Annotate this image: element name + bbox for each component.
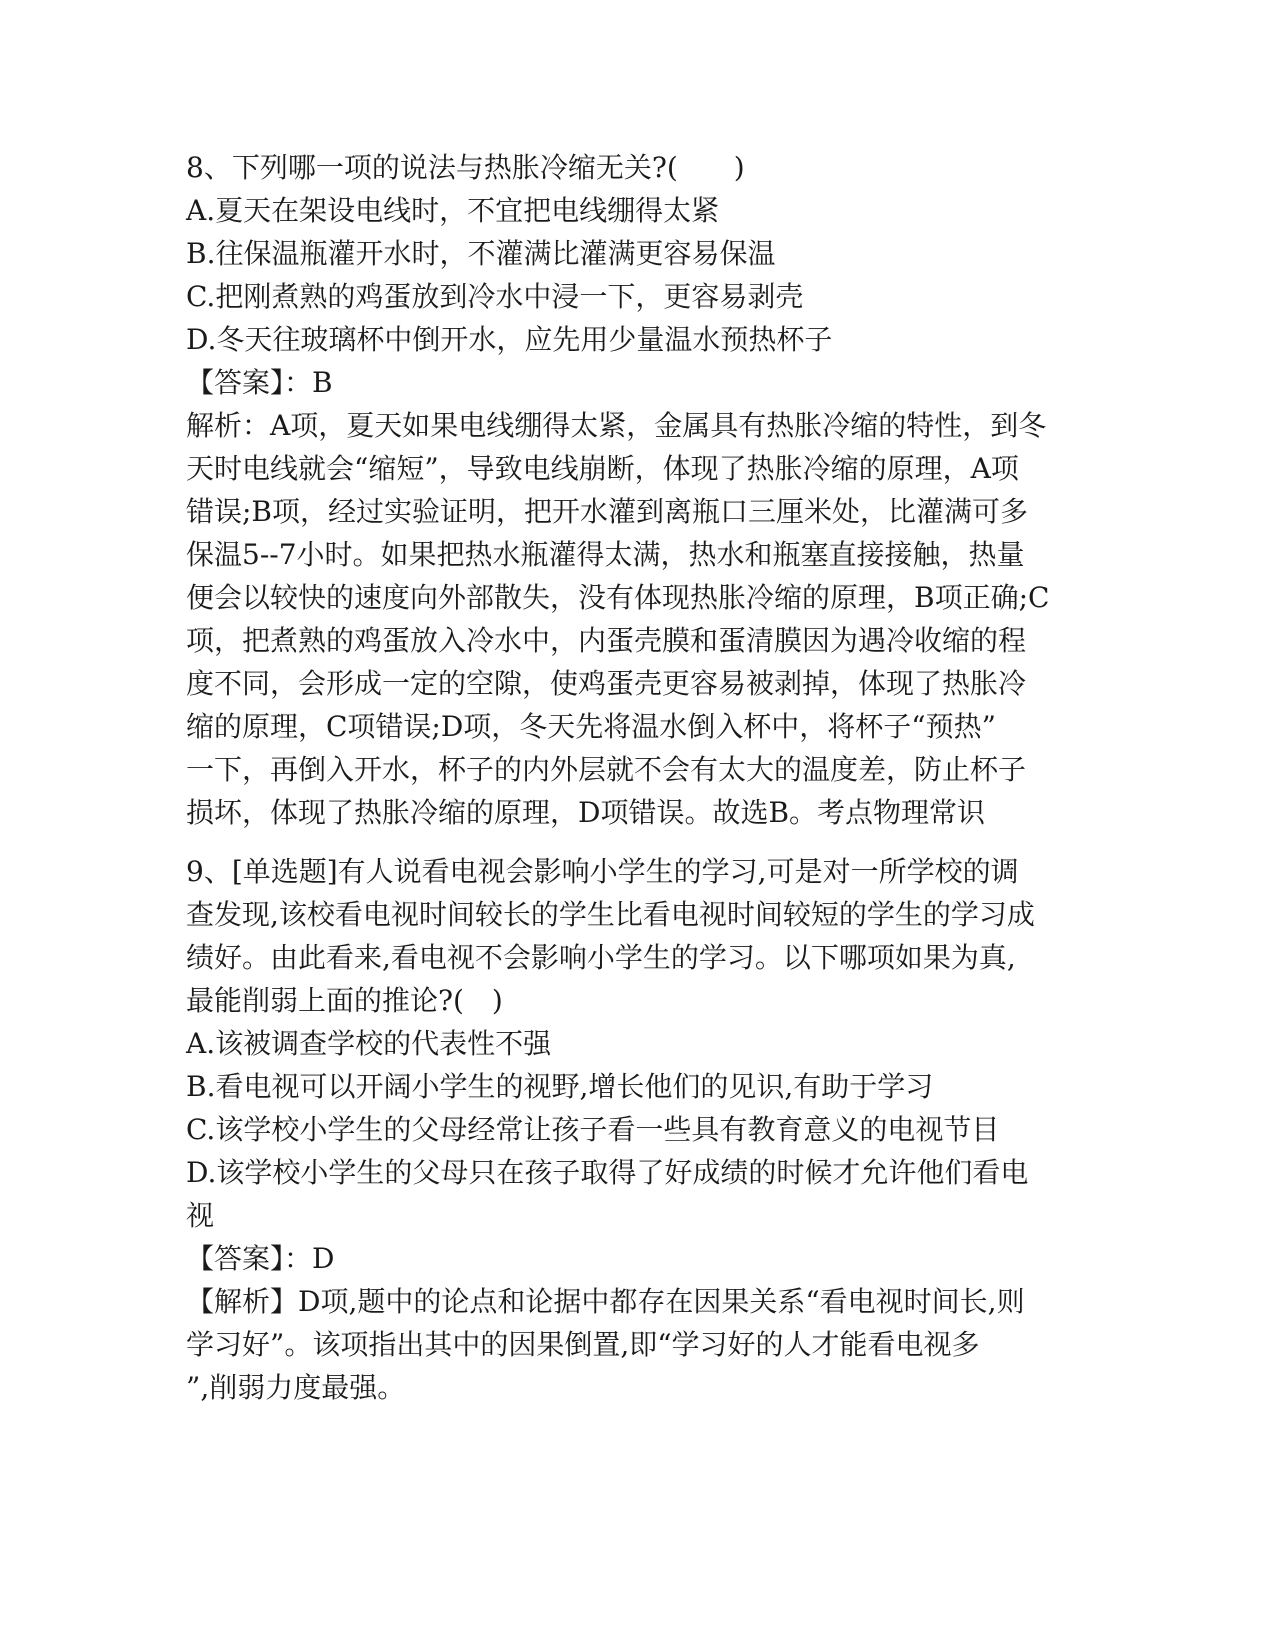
question-9-analysis-line: 学习好”。该项指出其中的因果倒置,即“学习好的人才能看电视多 xyxy=(186,1328,980,1361)
question-9-option-d: D.该学校小学生的父母只在孩子取得了好成绩的时候才允许他们看电 xyxy=(186,1156,1029,1189)
question-8 xyxy=(186,146,1078,834)
question-9 xyxy=(186,850,1078,1409)
question-8-analysis-line: 一下，再倒入开水，杯子的内外层就不会有太大的温度差，防止杯子 xyxy=(186,753,1027,786)
question-8-option-d: D.冬天往玻璃杯中倒开水，应先用少量温水预热杯子 xyxy=(186,323,833,356)
question-8-analysis-line: 损坏，体现了热胀冷缩的原理，D项错误。故选B。考点物理常识 xyxy=(186,796,986,829)
question-8-analysis-line: 度不同，会形成一定的空隙，使鸡蛋壳更容易被剥掉，体现了热胀冷 xyxy=(186,667,1027,700)
question-9-option-c: C.该学校小学生的父母经常让孩子看一些具有教育意义的电视节目 xyxy=(186,1113,1000,1146)
question-9-stem-line: 最能削弱上面的推论?( ) xyxy=(186,984,503,1017)
question-8-option-c: C.把刚煮熟的鸡蛋放到冷水中浸一下，更容易剥壳 xyxy=(186,280,804,313)
question-8-stem: 8、下列哪一项的说法与热胀冷缩无关?( ) xyxy=(186,151,745,184)
question-8-analysis-line: 缩的原理，C项错误;D项，冬天先将温水倒入杯中，将杯子“预热” xyxy=(186,710,996,743)
question-8-analysis-line: 保温5--7小时。如果把热水瓶灌得太满，热水和瓶塞直接接触，热量 xyxy=(186,538,1025,571)
question-9-analysis-line: ”,削弱力度最强。 xyxy=(186,1371,406,1404)
question-9-stem-line: 9、[单选题]有人说看电视会影响小学生的学习,可是对一所学校的调 xyxy=(186,855,1019,888)
question-8-answer: 【答案】：B xyxy=(186,366,333,399)
question-9-option-a: A.该被调查学校的代表性不强 xyxy=(186,1027,552,1060)
question-9-stem-line: 查发现,该校看电视时间较长的学生比看电视时间较短的学生的学习成 xyxy=(186,898,1035,931)
question-8-analysis-line: 便会以较快的速度向外部散失，没有体现热胀冷缩的原理，B项正确;C xyxy=(186,581,1050,614)
question-8-option-b: B.往保温瓶灌开水时，不灌满比灌满更容易保温 xyxy=(186,237,776,270)
question-8-analysis-line: 解析：A项，夏天如果电线绷得太紧，金属具有热胀冷缩的特性，到冬 xyxy=(186,409,1047,442)
question-9-answer: 【答案】：D xyxy=(186,1242,335,1275)
question-8-option-a: A.夏天在架设电线时，不宜把电线绷得太紧 xyxy=(186,194,720,227)
question-9-stem-line: 绩好。由此看来,看电视不会影响小学生的学习。以下哪项如果为真, xyxy=(186,941,1016,974)
document-content xyxy=(186,146,1078,1409)
question-8-analysis-line: 天时电线就会“缩短”，导致电线崩断，体现了热胀冷缩的原理，A项 xyxy=(186,452,1019,485)
question-8-analysis-line: 错误;B项，经过实验证明，把开水灌到离瓶口三厘米处，比灌满可多 xyxy=(186,495,1029,528)
question-8-analysis-line: 项，把煮熟的鸡蛋放入冷水中，内蛋壳膜和蛋清膜因为遇冷收缩的程 xyxy=(186,624,1027,657)
question-9-option-b: B.看电视可以开阔小学生的视野,增长他们的见识,有助于学习 xyxy=(186,1070,934,1103)
question-9-option-d-continued: 视 xyxy=(186,1199,215,1232)
question-9-analysis-line: 【解析】D项,题中的论点和论据中都存在因果关系“看电视时间长,则 xyxy=(186,1285,1025,1318)
question-spacer xyxy=(186,834,1078,850)
